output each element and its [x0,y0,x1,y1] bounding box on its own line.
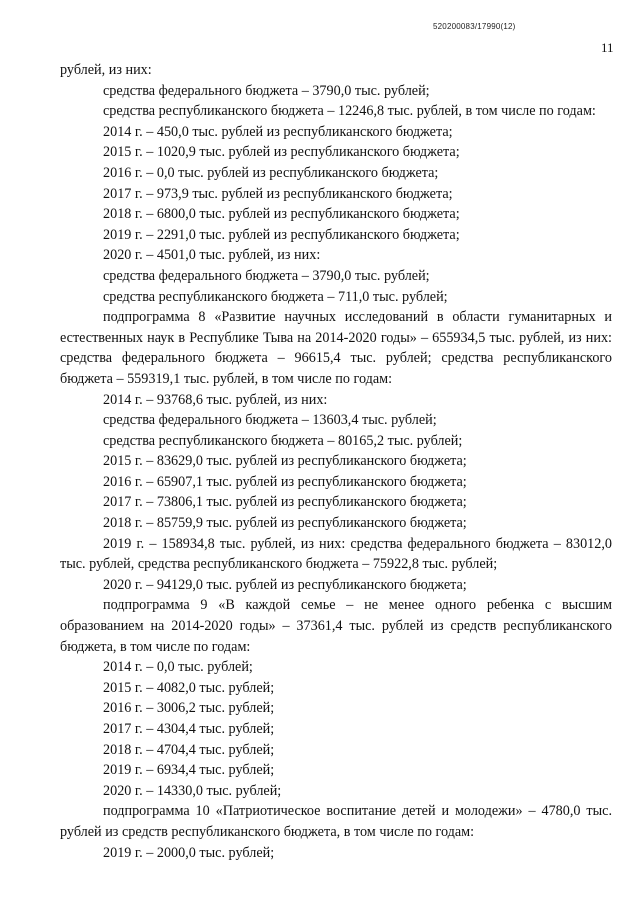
paragraph: 2020 г. – 94129,0 тыс. рублей из республиканского бюджета; [103,576,467,593]
paragraph: 2020 г. – 14330,0 тыс. рублей; [103,782,282,799]
paragraph: средства федерального бюджета – 3790,0 тыс. рублей; [103,267,430,284]
paragraph: средства республиканского бюджета – 711,0 тыс. рублей; [103,288,448,305]
document-body [60,60,612,863]
paragraph: 2019 г. – 2000,0 тыс. рублей; [103,844,275,861]
paragraph: подпрограмма 9 «В каждой семье – не менее одного ребенка с высшим образованием на 2014-2020 годы» – 37361,4 тыс. рублей из средств республиканского бюджета, в том числе по годам: [60,597,612,655]
paragraph: средства федерального бюджета – 3790,0 тыс. рублей; [103,82,430,99]
paragraph: 2015 г. – 4082,0 тыс. рублей; [103,679,275,696]
paragraph: 2017 г. – 4304,4 тыс. рублей; [103,721,275,737]
paragraph: 2019 г. – 2291,0 тыс. рублей из республиканского бюджета; [103,226,460,243]
document-id: 520200083/17990(12) [433,22,516,31]
paragraph: 2014 г. – 450,0 тыс. рублей из республиканского бюджета; [103,123,453,140]
paragraph: 2014 г. – 93768,6 тыс. рублей, из них: [103,391,328,408]
paragraph: 2017 г. – 73806,1 тыс. рублей из республиканского бюджета; [103,494,467,511]
paragraph: 2016 г. – 65907,1 тыс. рублей из республиканского бюджета; [103,473,467,490]
paragraph: 2018 г. – 6800,0 тыс. рублей из республиканского бюджета; [103,206,460,223]
paragraph: 2019 г. – 158934,8 тыс. рублей, из них: средства федерального бюджета – 83012,0 тыс. рублей, средства республиканского бюджета – 75922,8 тыс. рублей; [60,535,612,573]
paragraph: средства федерального бюджета – 13603,4 тыс. рублей; [103,412,437,429]
paragraph: подпрограмма 8 «Развитие научных исследований в области гуманитарных и естественных наук в Республике Тыва на 2014-2020 годы» – 655934,5 тыс. рублей, из них: средства федерального бюджета – 96615,4 тыс. рублей; средства республиканского бюджета – 559319,1 тыс. рублей, в том числе по годам: [60,309,612,387]
paragraph: 2014 г. – 0,0 тыс. рублей; [103,659,253,676]
paragraph: средства республиканского бюджета – 12246,8 тыс. рублей, в том числе по годам: [103,103,596,120]
paragraph: 2015 г. – 83629,0 тыс. рублей из республиканского бюджета; [103,453,467,470]
paragraph: 2019 г. – 6934,4 тыс. рублей; [103,762,275,779]
paragraph: 2020 г. – 4501,0 тыс. рублей, из них: [103,247,321,264]
paragraph: 2015 г. – 1020,9 тыс. рублей из республиканского бюджета; [103,144,460,161]
paragraph: средства республиканского бюджета – 80165,2 тыс. рублей; [103,432,463,449]
paragraph: 2017 г. – 973,9 тыс. рублей из республиканского бюджета; [103,185,453,202]
paragraph: 2018 г. – 4704,4 тыс. рублей; [103,741,275,758]
paragraph: рублей, из них: [60,62,152,78]
paragraph: 2016 г. – 0,0 тыс. рублей из республиканского бюджета; [103,164,439,181]
paragraph: 2016 г. – 3006,2 тыс. рублей; [103,700,275,717]
paragraph: 2018 г. – 85759,9 тыс. рублей из республиканского бюджета; [103,515,467,532]
page-number: 11 [601,40,614,55]
paragraph: подпрограмма 10 «Патриотическое воспитание детей и молодежи» – 4780,0 тыс. рублей из средств республиканского бюджета, в том числе по годам: [60,803,612,840]
